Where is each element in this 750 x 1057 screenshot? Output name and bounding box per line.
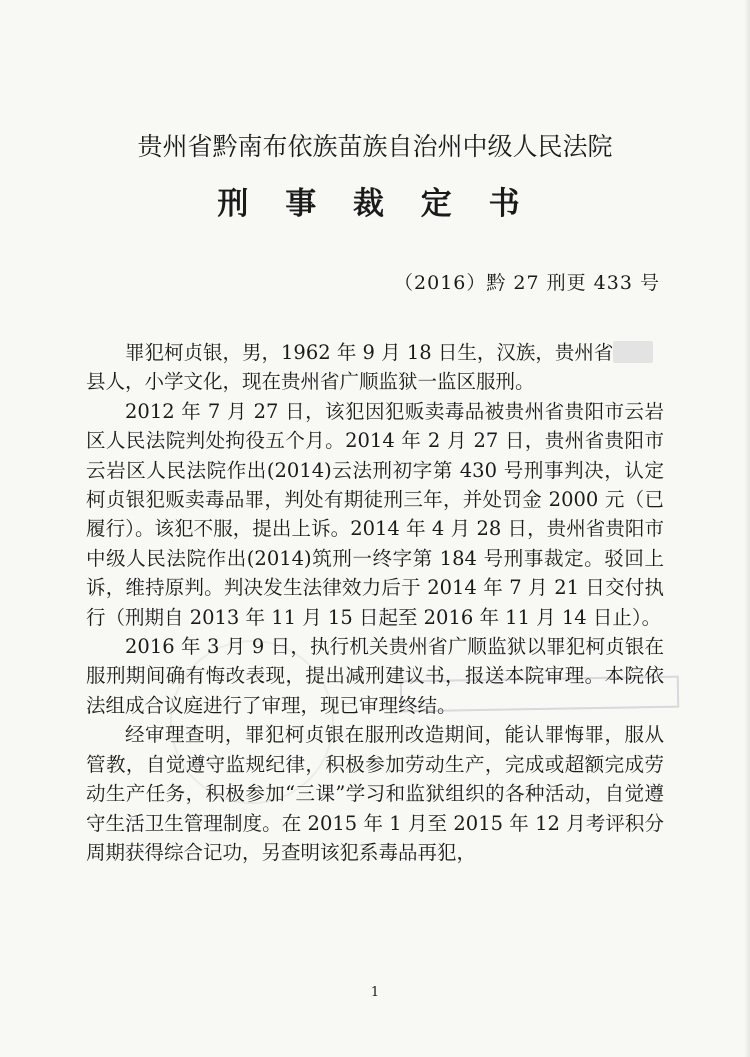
page-number: 1 [370, 985, 380, 1000]
defendant-info-text: 罪犯柯贞银，男，1962 年 9 月 18 日生，汉族，贵州省 [125, 341, 614, 364]
defendant-info-continued: 县人，小学文化，现在贵州省广顺监狱一监区服刑。 [86, 370, 535, 394]
case-number: （2016）黔 27 刑更 433 号 [394, 272, 660, 294]
redacted-block [613, 341, 653, 363]
court-name: 贵州省黔南布依族苗族自治州中级人民法院 [137, 132, 613, 161]
document-body [86, 338, 664, 867]
paragraph-criminal-history: 2012 年 7 月 27 日，该犯因犯贩卖毒品被贵州省贵阳市云岩区人民法院判处拘役五个月。2014 年 2 月 27 日，贵州省贵阳市云岩区人民法院作出(2014)云法刑初字第 430 号刑事判决，认定柯贞银犯贩卖毒品罪，判处有期徒刑三年，并处罚金 2000 元（已履行）。该犯不服，提出上诉。2014 年 4 月 28 日，贵州省贵阳市中级人民法院作出(2014)筑刑一终字第 184 号刑事裁定。驳回上诉，维持原判。判决发生法律效力后于 2014 年 7 月 21 日交付执行（刑期自 2013 年 11 月 15 日起至 2016 年 11 月 14 日止）。 [86, 399, 664, 629]
paragraph-findings: 经审理查明，罪犯柯贞银在服刑改造期间，能认罪悔罪，服从管教，自觉遵守监规纪律，积极参加劳动生产，完成或超额完成劳动生产任务，积极参加“三课”学习和监狱组织的各种活动，自觉遵守生活卫生管理制度。在 2015 年 1 月至 2015 年 12 月考评积分周期获得综合记功，另查明该犯系毒品再犯， [86, 723, 664, 864]
paragraph-commutation-proposal: 2016 年 3 月 9 日，执行机关贵州省广顺监狱以罪犯柯贞银在服刑期间确有悔改表现，提出减刑建议书，报送本院审理。本院依法组成合议庭进行了审理，现已审理终结。 [86, 635, 664, 717]
paragraph-defendant-info [86, 338, 664, 397]
document-type-title: 刑 事 裁 定 书 [217, 186, 533, 222]
